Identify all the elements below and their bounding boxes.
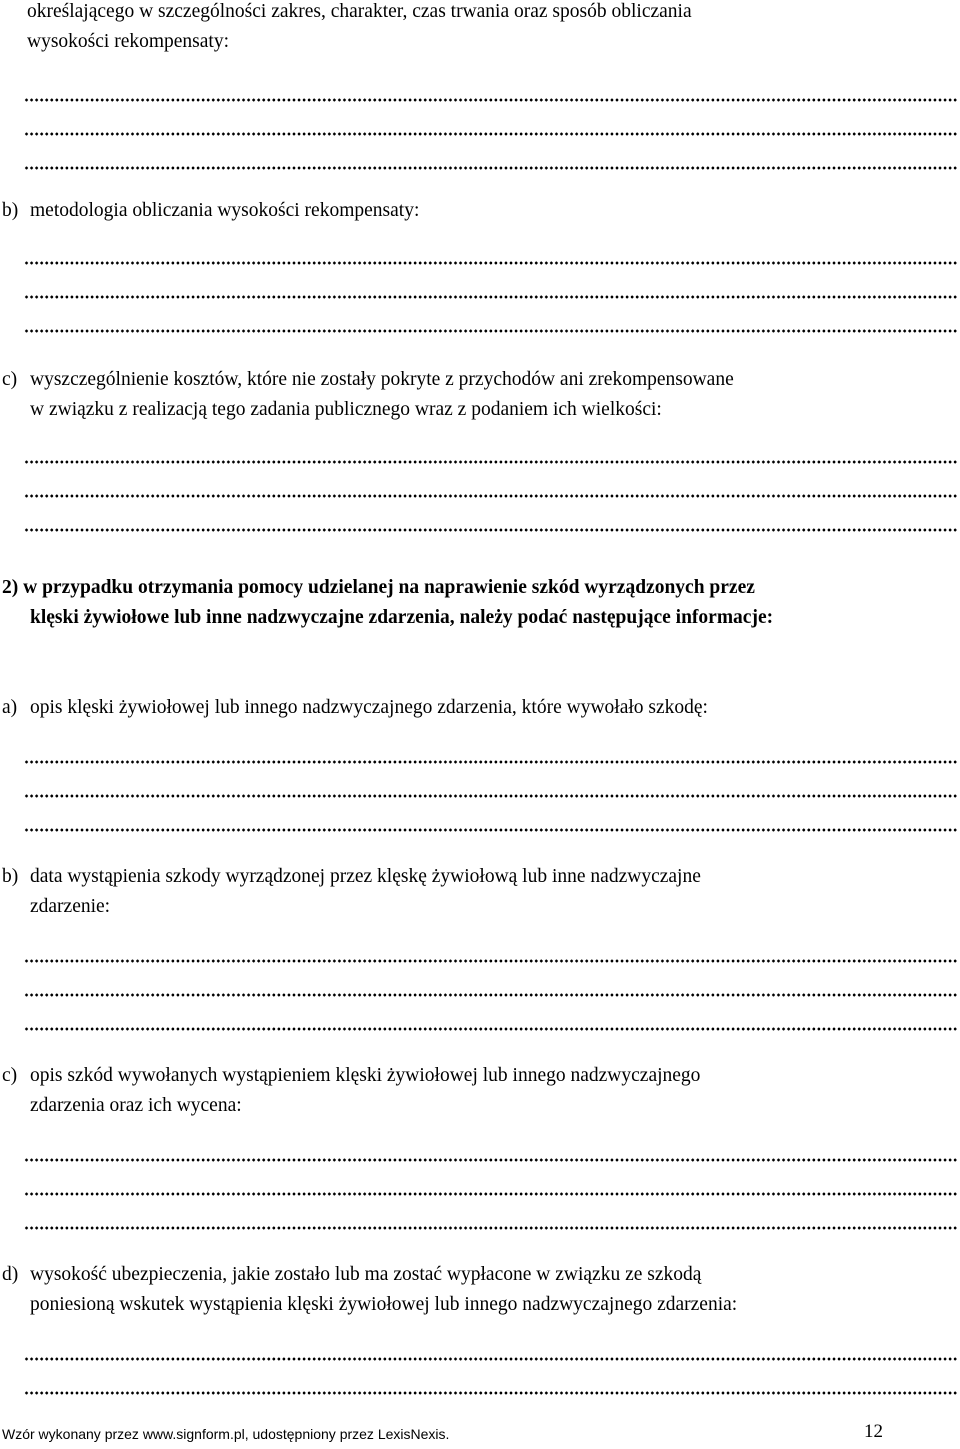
answer-line[interactable]	[24, 827, 958, 833]
answer-line[interactable]	[24, 1026, 958, 1032]
item-text-line-1: data wystąpienia szkody wyrządzonej przez klęskę żywiołową lub inne nadzwyczajne	[30, 866, 701, 887]
page-number: 12	[864, 1421, 883, 1442]
answer-line[interactable]	[24, 958, 958, 964]
answer-line[interactable]	[24, 759, 958, 765]
answer-line[interactable]	[24, 1157, 958, 1163]
answer-line[interactable]	[24, 493, 958, 499]
answer-line[interactable]	[24, 294, 958, 300]
answer-line[interactable]	[24, 459, 958, 465]
item-marker: c)	[2, 369, 18, 390]
item-marker: d)	[2, 1264, 19, 1285]
item-marker: b)	[2, 200, 19, 221]
intro-line-1: określającego w szczególności zakres, charakter, czas trwania oraz sposób obliczania	[27, 1, 692, 22]
answer-line[interactable]	[24, 165, 958, 171]
item-text-line-2: poniesioną wskutek wystąpienia klęski żywiołowej lub innego nadzwyczajnego zdarzenia:	[30, 1294, 738, 1315]
answer-line[interactable]	[24, 793, 958, 799]
item-text-line-1: opis szkód wywołanych wystąpieniem klęski żywiołowej lub innego nadzwyczajnego	[30, 1065, 701, 1086]
answer-line[interactable]	[24, 328, 958, 334]
answer-line[interactable]	[24, 527, 958, 533]
answer-line[interactable]	[24, 1225, 958, 1231]
section-heading-line-2: klęski żywiołowe lub inne nadzwyczajne zdarzenia, należy podać następujące informacje:	[30, 607, 774, 628]
answer-line[interactable]	[24, 1356, 958, 1362]
item-text: metodologia obliczania wysokości rekompensaty:	[30, 200, 420, 221]
answer-line[interactable]	[24, 97, 958, 103]
item-marker: a)	[2, 697, 18, 718]
answer-line[interactable]	[24, 992, 958, 998]
item-text-line-1: wysokość ubezpieczenia, jakie zostało lub ma zostać wypłacone w związku ze szkodą	[30, 1264, 702, 1285]
item-marker: b)	[2, 866, 19, 887]
section-heading-line-1: 2) w przypadku otrzymania pomocy udzielanej na naprawienie szkód wyrządzonych przez	[2, 577, 755, 598]
item-marker: c)	[2, 1065, 18, 1086]
answer-line[interactable]	[24, 1191, 958, 1197]
item-text-line-2: zdarzenia oraz ich wycena:	[30, 1095, 242, 1116]
item-text: opis klęski żywiołowej lub innego nadzwyczajnego zdarzenia, które wywołało szkodę:	[30, 697, 708, 718]
item-text-line-2: zdarzenie:	[30, 896, 111, 917]
answer-line[interactable]	[24, 1390, 958, 1396]
answer-line[interactable]	[24, 260, 958, 266]
item-text-line-2: w związku z realizacją tego zadania publicznego wraz z podaniem ich wielkości:	[30, 399, 662, 420]
answer-line[interactable]	[24, 131, 958, 137]
item-text-line-1: wyszczególnienie kosztów, które nie zostały pokryte z przychodów ani zrekompensowane	[30, 369, 734, 390]
footer-credit: Wzór wykonany przez www.signform.pl, udostępniony przez LexisNexis.	[2, 1426, 450, 1442]
intro-line-2: wysokości rekompensaty:	[27, 31, 230, 52]
